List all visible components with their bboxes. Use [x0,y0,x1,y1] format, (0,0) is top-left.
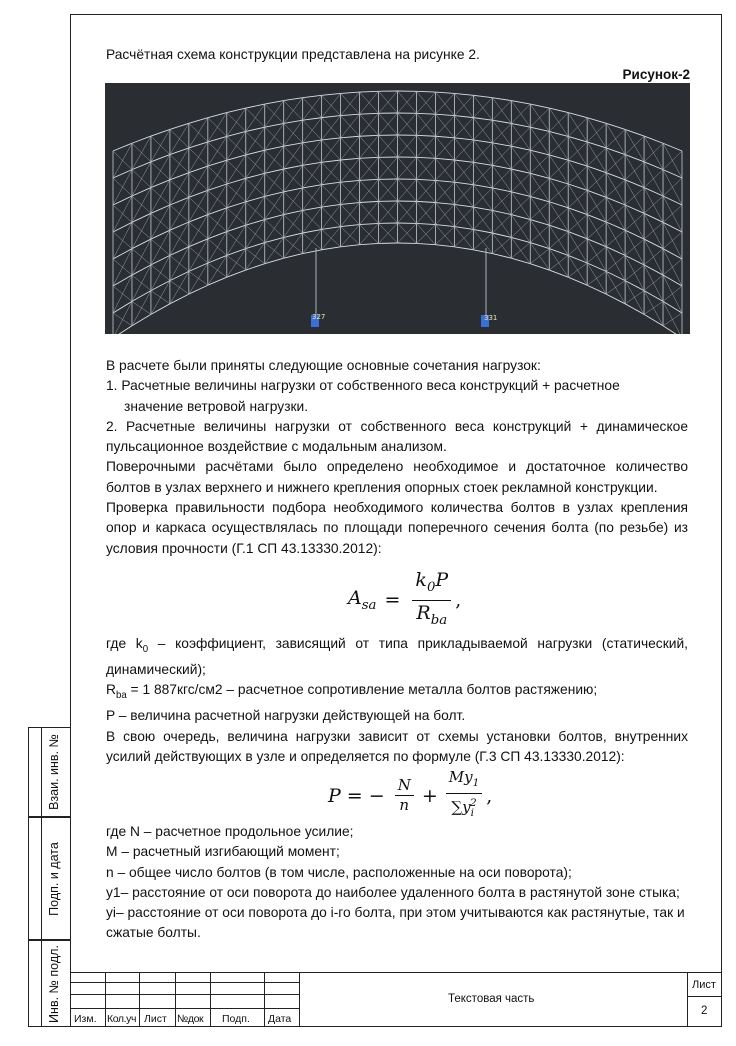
side-label: Инв. № подл. [47,944,61,1023]
rba-definition: $R_{ba} = 1$ 887кгс/см2 – расчетное сопротивление металла болтов растяжению; [106,682,598,702]
formula-fraction: $\frac{k_0P}{R_{ba}}$ [412,568,451,633]
node-label-331: 331 [484,314,498,322]
node-label-327: 327 [312,313,326,321]
side-label: Подп. и дата [47,841,62,916]
stamp-title: Текстовая часть [448,993,535,1005]
title-block [70,972,722,1027]
stamp-col-ndok: №док [177,1013,204,1025]
body-text-2 [106,634,688,767]
structure-figure [105,83,690,334]
side-box-podp [28,817,70,940]
paragraph: В свою очередь, величина нагрузки зависит от схемы установки болтов, внутренних усилий действующих в узле и определяется по формуле (Г.3 СП 43.13330.2012): [106,728,688,764]
definition-line: n – общее число болтов (в том числе, расположенные на оси поворота); [106,864,572,880]
p-definition: P – величина расчетной нагрузки действующей на болт. [106,708,466,724]
formula-p: P = − $\frac{N}{n}$ + $\frac{My_1}{\sum y_i^2}$ , [328,768,493,819]
stamp-col-kolich: Кол.уч [107,1013,137,1025]
paragraph: Проверка правильности подбора необходимого количества болтов в узлах крепления опор и каркаса осуществлялась по площади поперечного сечения болта (по резьбе) из условия прочности (Г.1 СП 43.13330.2012): [106,500,688,556]
stamp-sheet-number: 2 [701,1005,708,1017]
stamp-sheet-label: Лист [692,979,716,991]
definition-line: M – расчетный изгибающий момент; [106,844,340,860]
definition-line: где N – расчетное продольное усилие; [106,824,354,839]
formula-asa: $A_{sa}$ = $\frac{k_0P}{R_{ba}}$ , [348,568,461,633]
stamp-col-izm: Изм. [74,1013,97,1025]
side-box-inv [28,940,70,1027]
intro-text: Расчётная схема конструкции представлена на рисунке 2. [106,47,480,62]
definition-line: y1– расстояние от оси поворота до наиболее удаленного болта в растянутой зоне стыка; [106,884,680,900]
side-label: Взаи. инв. № [47,734,61,810]
paragraph: В расчете были приняты следующие основные сочетания нагрузок: [106,358,541,373]
formula-lhs: $A_{sa}$ [348,587,377,614]
paragraph: значение ветровой нагрузки. [124,398,309,414]
body-text-3 [106,822,688,944]
body-text-1 [106,356,688,559]
stamp-col-podp: Подп. [222,1013,250,1025]
definition-line: yi– расстояние от оси поворота до i-го болта, при этом учитываются как растянутые, так и сжатые болты. [106,905,685,941]
stamp-col-list: Лист [144,1013,167,1025]
paragraph: 2. Расчетные величины нагрузки от собственного веса конструкций + динамическое пульсационное воздействие с модальным анализом. [106,418,688,455]
truss-model-image [105,83,690,334]
paragraph: Поверочными расчётами было определено необходимое и достаточное количество болтов в узлах верхнего и нижнего крепления опорных стоек рекламной конструкции. [106,459,688,495]
figure-caption: Рисунок-2 [622,67,690,82]
side-box-vzai [28,727,70,817]
paragraph: 1. Расчетные величины нагрузки от собственного веса конструкций + расчетное [106,378,620,394]
k0-definition: где $k_0$ – коэффициент, зависящий от типа прикладываемой нагрузки (статический, динамический); [106,636,688,678]
stamp-col-data: Дата [268,1013,292,1025]
